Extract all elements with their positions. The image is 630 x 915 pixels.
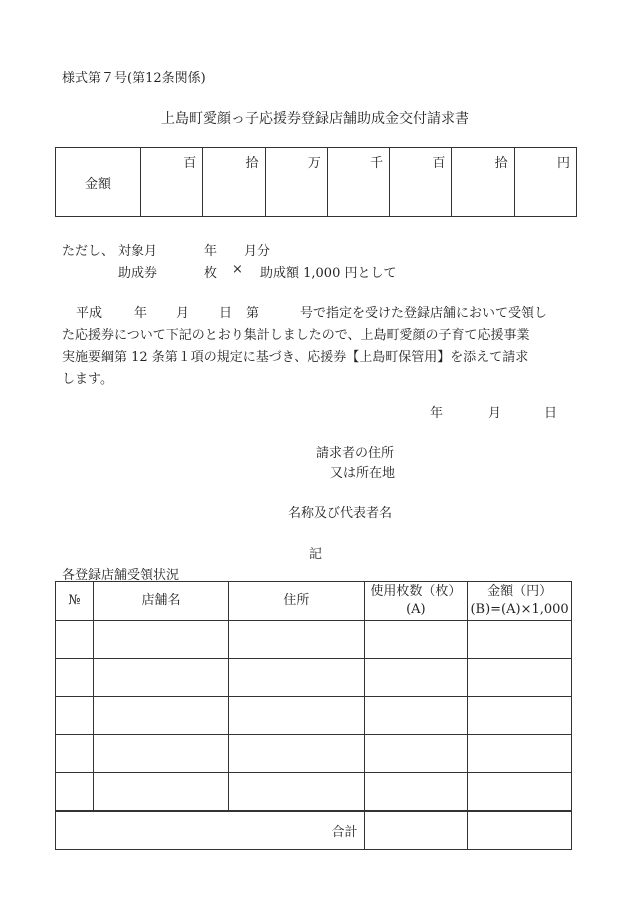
amount-digit-hundred[interactable]: 百 bbox=[390, 148, 452, 217]
body-line-1: 号で指定を受けた登録店舗において受領し bbox=[300, 306, 548, 321]
number-prefix: 第 bbox=[246, 306, 260, 321]
times-sign: × bbox=[232, 262, 243, 277]
body-line-3: 実施要綱第 12 条第１項の規定に基づき、応援券【上島町保管用】を添えて請求 bbox=[62, 350, 529, 365]
target-year-unit: 年 bbox=[204, 244, 218, 259]
amount-digit-hundred-million[interactable]: 百 bbox=[141, 148, 203, 217]
total-label: 合計 bbox=[56, 811, 365, 850]
total-count[interactable] bbox=[364, 811, 468, 850]
amount-digit-ten[interactable]: 拾 bbox=[452, 148, 514, 217]
date-month-unit: 月 bbox=[176, 306, 190, 321]
cell-address[interactable] bbox=[229, 659, 364, 697]
header-count-label: 使用枚数（枚） bbox=[370, 583, 462, 599]
cell-store-name[interactable] bbox=[93, 697, 228, 735]
table-row bbox=[56, 621, 572, 659]
target-month-label: 対象月 bbox=[118, 244, 158, 259]
header-address: 住所 bbox=[229, 582, 364, 621]
table-header-row bbox=[56, 582, 572, 621]
body-line-2: た応援券について下記のとおり集計しましたので、上島町愛顔の子育て応援事業 bbox=[62, 328, 530, 343]
form-number: 様式第７号(第12条関係) bbox=[62, 71, 206, 86]
cell-store-name[interactable] bbox=[93, 659, 228, 697]
cell-count[interactable] bbox=[364, 621, 468, 659]
header-count bbox=[364, 582, 468, 621]
header-count-symbol: (A) bbox=[406, 602, 426, 617]
date-heisei: 平成 bbox=[76, 306, 103, 321]
cell-no[interactable] bbox=[56, 621, 94, 659]
amount-table bbox=[55, 147, 577, 217]
amount-label: 金額 bbox=[56, 148, 141, 217]
coupon-label: 助成券 bbox=[118, 266, 158, 281]
amount-digit-ten-million[interactable]: 拾 bbox=[203, 148, 265, 217]
claimant-name-label: 名称及び代表者名 bbox=[288, 506, 393, 521]
cell-count[interactable] bbox=[364, 773, 468, 812]
cell-amount[interactable] bbox=[468, 773, 572, 812]
total-row bbox=[56, 811, 572, 850]
claim-date-year: 年 bbox=[430, 406, 444, 421]
cell-no[interactable] bbox=[56, 659, 94, 697]
table-row bbox=[56, 697, 572, 735]
table-row bbox=[56, 735, 572, 773]
cell-address[interactable] bbox=[229, 697, 364, 735]
header-store-name: 店舗名 bbox=[93, 582, 228, 621]
cell-count[interactable] bbox=[364, 697, 468, 735]
body-line-4: します。 bbox=[62, 372, 113, 387]
date-year-unit: 年 bbox=[134, 306, 148, 321]
list-caption: 各登録店舗受領状況 bbox=[62, 568, 180, 583]
amount-digit-yen[interactable]: 円 bbox=[514, 148, 576, 217]
cell-store-name[interactable] bbox=[93, 773, 228, 812]
sheet-unit: 枚 bbox=[204, 266, 218, 281]
cell-address[interactable] bbox=[229, 735, 364, 773]
amount-digit-ten-thousand[interactable]: 万 bbox=[265, 148, 327, 217]
cell-store-name[interactable] bbox=[93, 735, 228, 773]
cell-no[interactable] bbox=[56, 697, 94, 735]
cell-amount[interactable] bbox=[468, 621, 572, 659]
table-row bbox=[56, 659, 572, 697]
header-amount-label: 金額（円） bbox=[487, 583, 553, 599]
cell-address[interactable] bbox=[229, 621, 364, 659]
page-title: 上島町愛顔っ子応援券登録店舗助成金交付請求書 bbox=[161, 111, 469, 127]
store-list-table bbox=[55, 581, 572, 850]
cell-no[interactable] bbox=[56, 735, 94, 773]
cell-count[interactable] bbox=[364, 659, 468, 697]
cell-amount[interactable] bbox=[468, 735, 572, 773]
claimant-location-label: 又は所在地 bbox=[330, 466, 396, 481]
header-amount-formula: (B)=(A)×1,000 bbox=[470, 602, 569, 617]
claimant-address-label: 請求者の住所 bbox=[316, 446, 395, 461]
header-amount bbox=[468, 582, 572, 621]
cell-no[interactable] bbox=[56, 773, 94, 812]
header-no: № bbox=[56, 582, 94, 621]
table-row bbox=[56, 773, 572, 812]
cell-store-name[interactable] bbox=[93, 621, 228, 659]
target-month-unit: 月分 bbox=[244, 244, 271, 259]
date-day-unit: 日 bbox=[219, 306, 233, 321]
claim-date-day: 日 bbox=[544, 406, 558, 421]
note-heading: 記 bbox=[309, 547, 323, 562]
claim-date-month: 月 bbox=[488, 406, 502, 421]
proviso-prefix: ただし、 bbox=[62, 244, 115, 259]
cell-amount[interactable] bbox=[468, 659, 572, 697]
cell-amount[interactable] bbox=[468, 697, 572, 735]
cell-count[interactable] bbox=[364, 735, 468, 773]
rate-text: 助成額 1,000 円として bbox=[260, 266, 397, 281]
cell-address[interactable] bbox=[229, 773, 364, 812]
total-amount[interactable] bbox=[468, 811, 572, 850]
amount-digit-thousand[interactable]: 千 bbox=[327, 148, 389, 217]
